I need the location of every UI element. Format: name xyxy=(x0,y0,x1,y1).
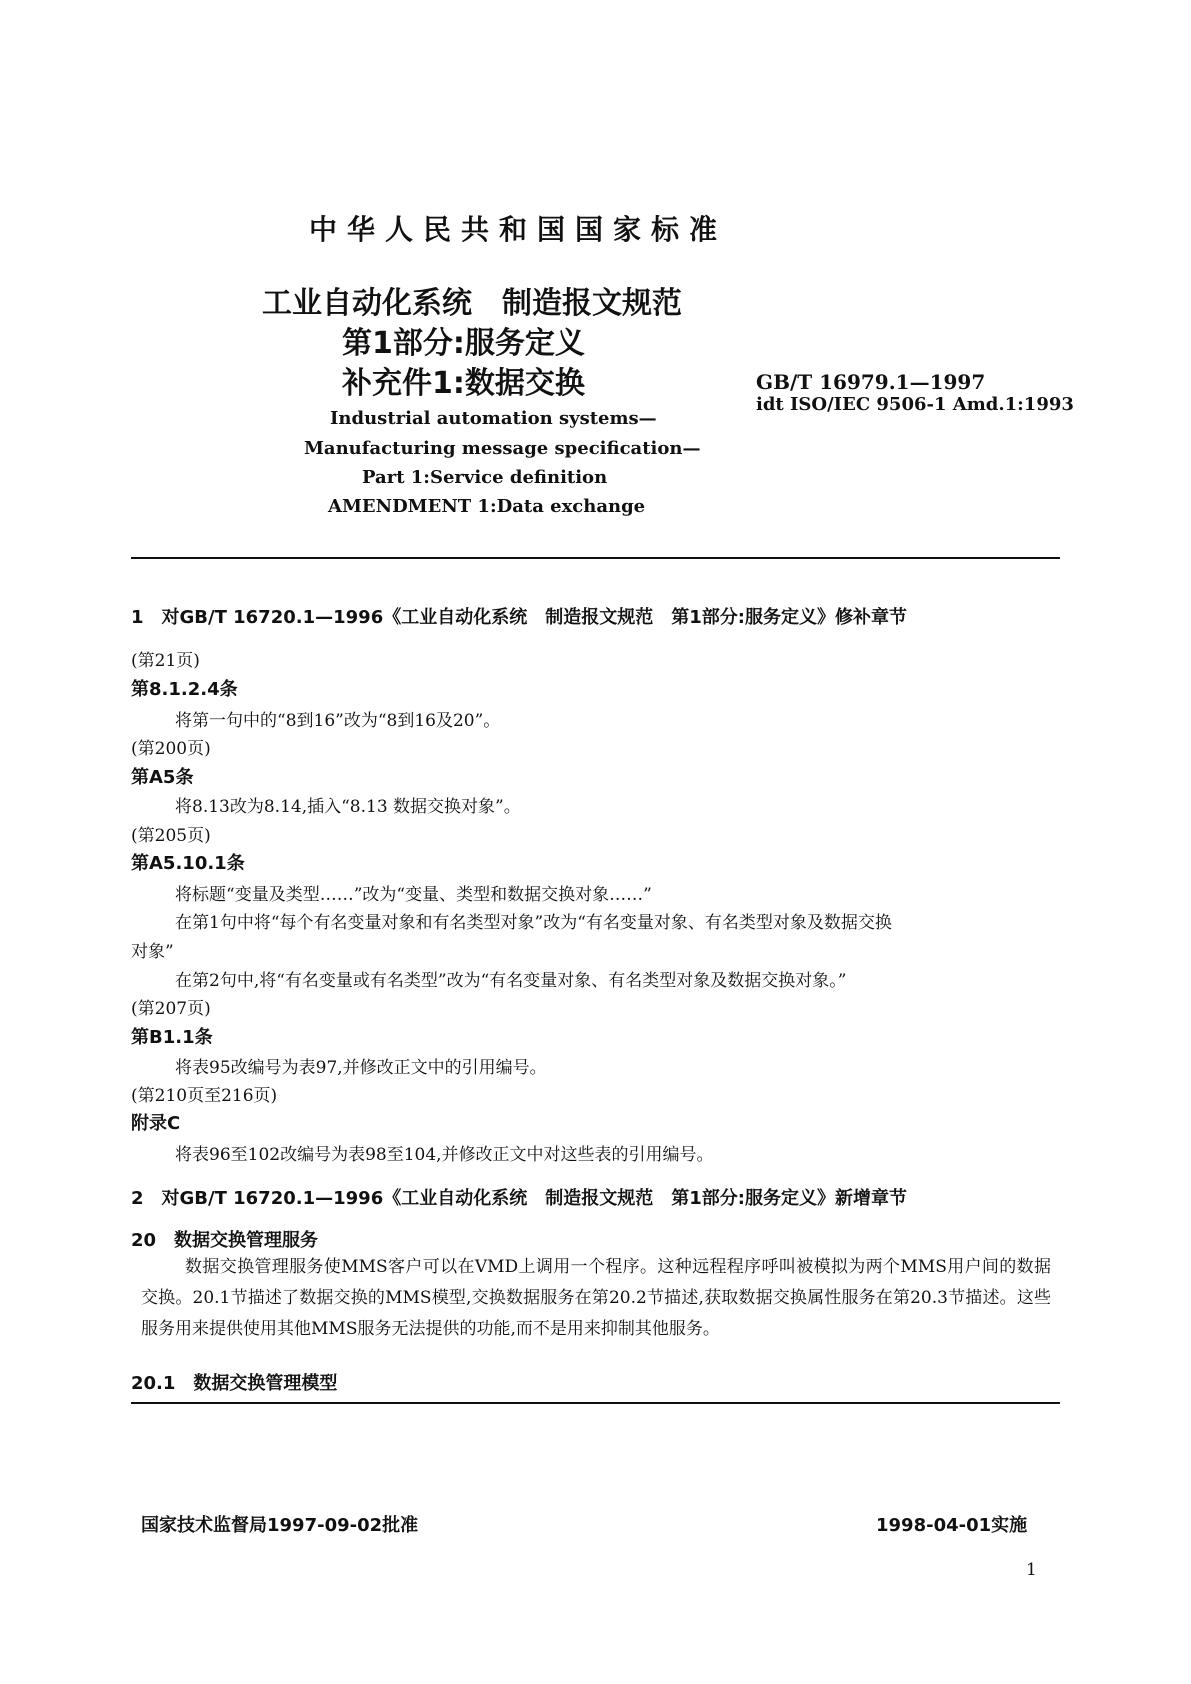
footer-rule xyxy=(131,1402,1060,1404)
page-number: 1 xyxy=(1026,1560,1037,1580)
body-line: 将表96至102改编号为表98至104,并修改正文中对这些表的引用编号。 xyxy=(175,1145,714,1165)
page-ref: (第207页) xyxy=(131,999,211,1019)
body-line: 将8.13改为8.14,插入“8.13 数据交换对象”。 xyxy=(175,797,521,817)
clause-20-1-title: 20.1 数据交换管理模型 xyxy=(131,1373,338,1394)
en-title-line-4: AMENDMENT 1:Data exchange xyxy=(328,496,646,517)
body-line: 将第一句中的“8到16”改为“8到16及20”。 xyxy=(175,711,501,731)
section1-heading: 1 对GB/T 16720.1—1996《工业自动化系统 制造报文规范 第1部分:服务定义》修补章节 xyxy=(131,607,907,628)
national-standard-title: 中华人民共和国国家标准 xyxy=(309,213,728,246)
section2-heading: 2 对GB/T 16720.1—1996《工业自动化系统 制造报文规范 第1部分:服务定义》新增章节 xyxy=(131,1188,907,1209)
standard-number: GB/T 16979.1—1997 xyxy=(756,370,986,394)
en-title-line-1: Industrial automation systems— xyxy=(330,408,657,429)
top-rule xyxy=(131,557,1060,559)
body-line: 将表95改编号为表97,并修改正文中的引用编号。 xyxy=(175,1058,547,1078)
idt-reference: idt ISO/IEC 9506-1 Amd.1:1993 xyxy=(756,394,1074,415)
clause-heading: 第B1.1条 xyxy=(131,1027,213,1048)
clause-heading: 附录C xyxy=(131,1113,181,1134)
approval-line: 国家技术监督局1997-09-02批准 xyxy=(141,1515,419,1536)
body-line: 在第2句中,将“有名变量或有名类型”改为“有名变量对象、有名类型对象及数据交换对象。” xyxy=(175,971,847,991)
effective-date: 1998-04-01实施 xyxy=(876,1515,1028,1536)
body-line: 对象” xyxy=(131,942,174,962)
clause-heading: 第A5.10.1条 xyxy=(131,853,245,874)
body-line: 将标题“变量及类型……”改为“变量、类型和数据交换对象……” xyxy=(175,885,652,905)
clause-heading: 第A5条 xyxy=(131,767,194,788)
body-line: 在第1句中将“每个有名变量对象和有名类型对象”改为“有名变量对象、有名类型对象及数据交换 xyxy=(175,913,892,933)
clause-20-title: 20 数据交换管理服务 xyxy=(131,1230,319,1251)
page-ref: (第21页) xyxy=(131,651,200,671)
en-title-line-3: Part 1:Service definition xyxy=(362,467,608,488)
cn-title-line-3: 补充件1:数据交换 xyxy=(342,366,585,401)
cn-title-line-2: 第1部分:服务定义 xyxy=(342,326,585,361)
page-ref: (第205页) xyxy=(131,826,211,846)
cn-title-line-1: 工业自动化系统 制造报文规范 xyxy=(262,286,682,321)
clause-heading: 第8.1.2.4条 xyxy=(131,679,238,700)
clause-20-paragraph: 数据交换管理服务使MMS客户可以在VMD上调用一个程序。这种远程程序呼叫被模拟为两个MMS用户间的数据交换。20.1节描述了数据交换的MMS模型,交换数据服务在第20.2节描述,获取数据交换属性服务在第20.3节描述。这些服务用来提供使用其他MMS服务无法提供的功能,而不是用来抑制其他服务。 xyxy=(141,1257,1051,1339)
page-ref: (第210页至216页) xyxy=(131,1086,278,1106)
en-title-line-2: Manufacturing message specification— xyxy=(304,438,701,459)
page-ref: (第200页) xyxy=(131,739,211,759)
